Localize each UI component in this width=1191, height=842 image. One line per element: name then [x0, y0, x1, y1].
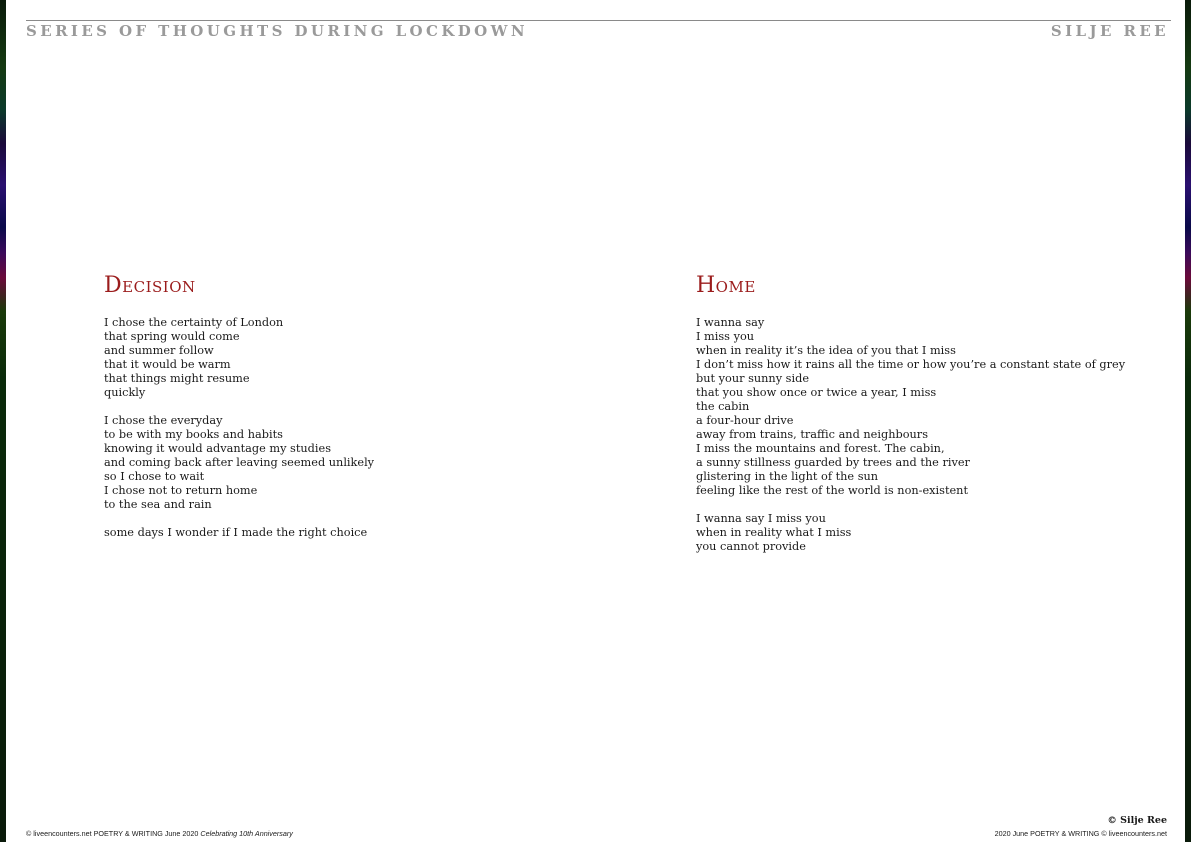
- poem-line: when in reality it’s the idea of you that I miss: [696, 344, 956, 357]
- poem-line: so I chose to wait: [104, 470, 205, 483]
- stanza: [104, 526, 524, 540]
- footer-right: 2020 June POETRY & WRITING © liveencounters.net: [994, 829, 1167, 838]
- poem-line: glistering in the light of the sun: [696, 470, 879, 483]
- poem-line: knowing it would advantage my studies: [104, 442, 331, 455]
- poem-line: a sunny stillness guarded by trees and the river: [696, 456, 970, 469]
- poem-line: some days I wonder if I made the right choice: [104, 526, 368, 539]
- poem-line: you cannot provide: [696, 540, 806, 553]
- poem-line: I chose the certainty of London: [104, 316, 284, 329]
- poem-decision: [104, 272, 524, 554]
- poem-line: the cabin: [696, 400, 750, 413]
- poem-line: when in reality what I miss: [696, 526, 852, 539]
- poem-title: Decision: [104, 273, 196, 298]
- poem-line: that things might resume: [104, 372, 250, 385]
- poem-line: a four-hour drive: [696, 414, 794, 427]
- magazine-page: [6, 0, 1185, 842]
- footer-anniversary: Celebrating 10th Anniversary: [200, 829, 293, 838]
- poem-line: quickly: [104, 386, 146, 399]
- poem-body: [104, 316, 524, 540]
- poem-line: that it would be warm: [104, 358, 231, 371]
- poem-line: feeling like the rest of the world is non-existent: [696, 484, 968, 497]
- poem-line: I miss the mountains and forest. The cabin,: [696, 442, 945, 455]
- poem-line: and summer follow: [104, 344, 214, 357]
- poem-line: that spring would come: [104, 330, 240, 343]
- poem-line: and coming back after leaving seemed unlikely: [104, 456, 375, 469]
- poem-line: to the sea and rain: [104, 498, 212, 511]
- poem-line: away from trains, traffic and neighbours: [696, 428, 928, 441]
- copyright-author: © Silje Ree: [1107, 815, 1167, 826]
- poem-line: I don’t miss how it rains all the time or how you’re a constant state of grey: [696, 358, 1126, 371]
- stanza: [696, 316, 1126, 498]
- stanza: [104, 316, 524, 400]
- author-name: SILJE REE: [1050, 22, 1169, 40]
- poem-line: I chose the everyday: [104, 414, 223, 427]
- poem-line: I wanna say I miss you: [696, 512, 826, 525]
- stanza: [104, 414, 524, 512]
- poem-body: [696, 316, 1126, 554]
- series-title: SERIES OF THOUGHTS DURING LOCKDOWN: [26, 22, 528, 40]
- footer-left-text: © liveencounters.net POETRY & WRITING June 2020: [26, 829, 199, 838]
- poem-line: I miss you: [696, 330, 755, 343]
- poem-line: but your sunny side: [696, 372, 810, 385]
- poem-line: I chose not to return home: [104, 484, 258, 497]
- right-page-edge: [1185, 0, 1191, 842]
- footer-left: [26, 829, 293, 838]
- stanza: [696, 512, 1126, 554]
- poem-home: [696, 272, 1126, 568]
- poem-title: Home: [696, 273, 756, 298]
- poem-line: I wanna say: [696, 316, 765, 329]
- poem-line: to be with my books and habits: [104, 428, 283, 441]
- poem-line: that you show once or twice a year, I miss: [696, 386, 937, 399]
